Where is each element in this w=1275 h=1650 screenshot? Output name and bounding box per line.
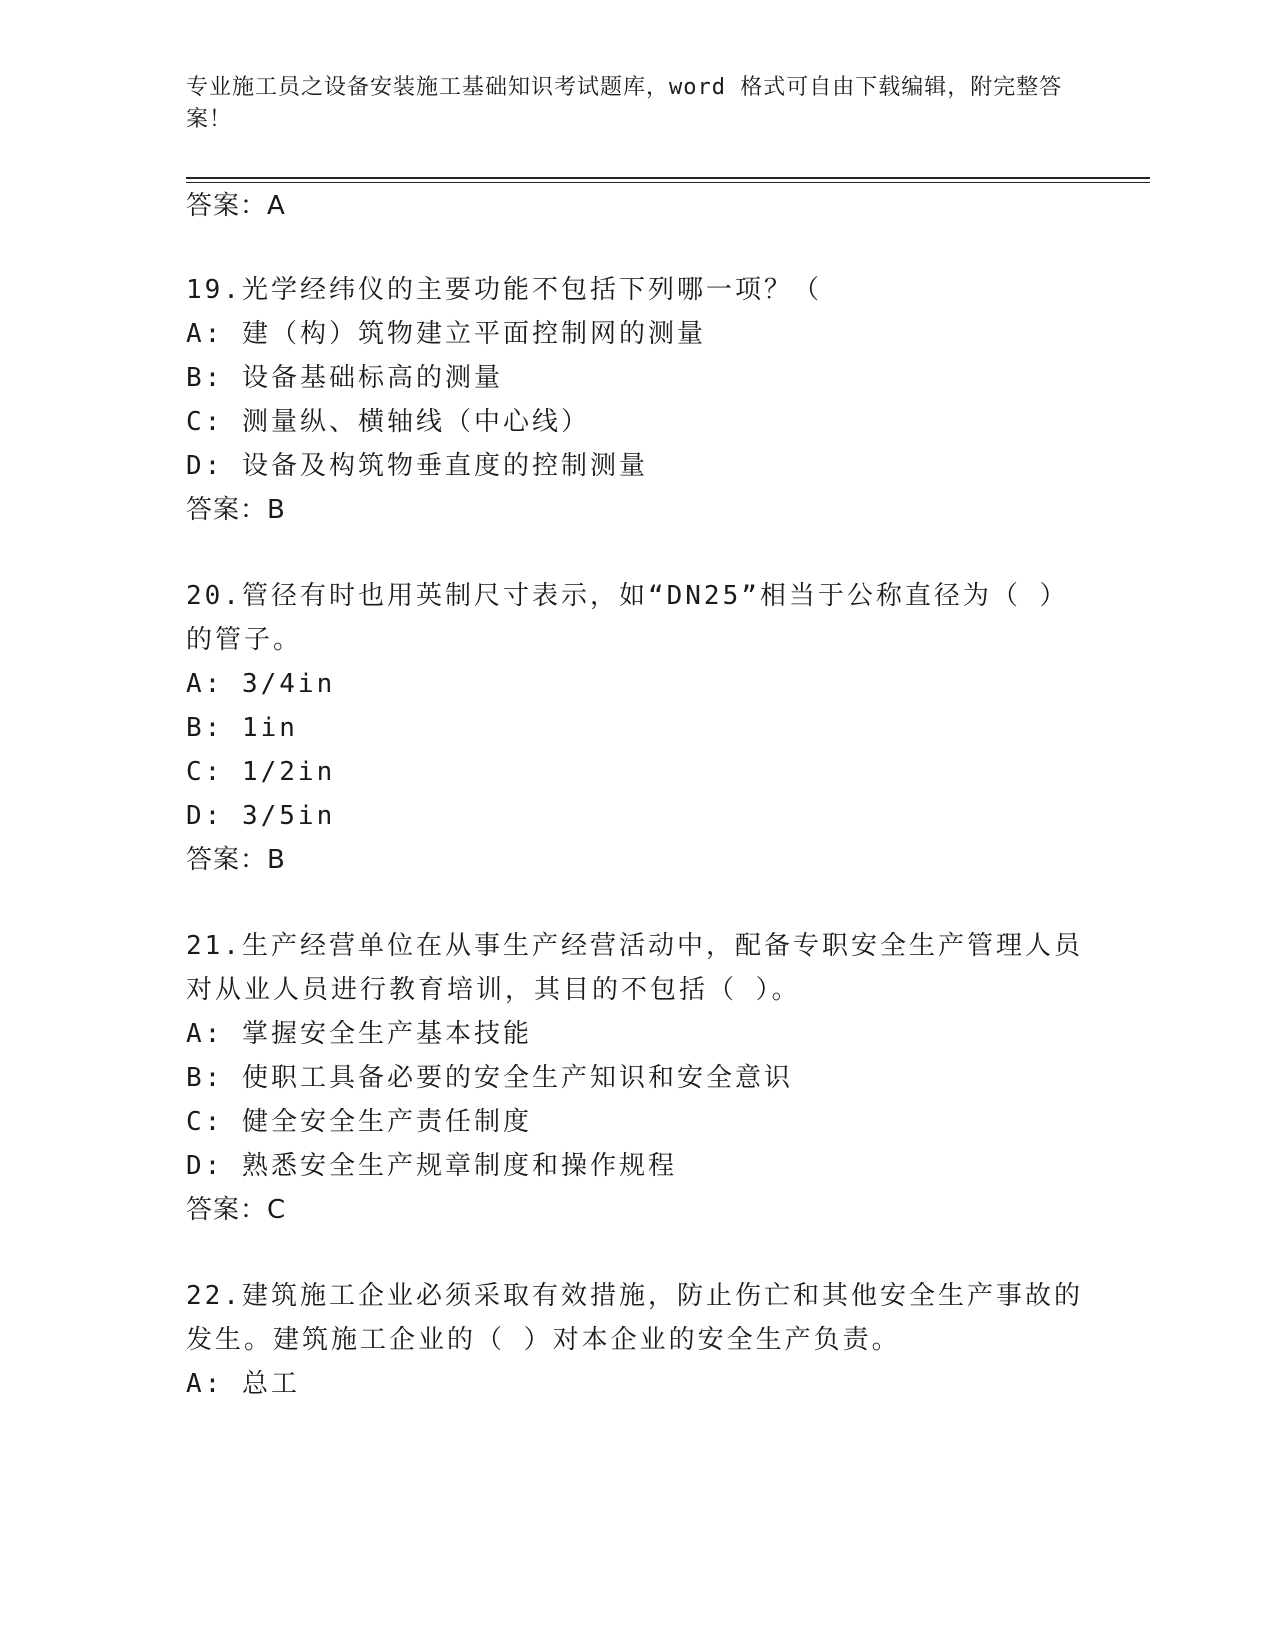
question-stem-line: 的管子。	[186, 625, 303, 655]
header-rule-thin	[186, 182, 1150, 183]
answer-line: 答案：B	[186, 495, 286, 525]
option-line: B: 1in	[186, 713, 298, 743]
answer-line: 答案：B	[186, 845, 286, 875]
option-line: C: 健全安全生产责任制度	[186, 1107, 532, 1137]
answer-line: 答案：A	[186, 191, 286, 221]
question-stem-line: 19.光学经纬仪的主要功能不包括下列哪一项？（	[186, 275, 822, 305]
option-line: A: 掌握安全生产基本技能	[186, 1019, 532, 1049]
option-line: C: 测量纵、横轴线（中心线）	[186, 407, 590, 437]
option-line: C: 1/2in	[186, 757, 336, 787]
question-stem-line: 发生。建筑施工企业的（ ）对本企业的安全生产负责。	[186, 1325, 901, 1355]
question-stem-line: 21.生产经营单位在从事生产经营活动中，配备专职安全生产管理人员	[186, 931, 1083, 961]
option-line: A: 总工	[186, 1369, 300, 1399]
question-stem-line: 对从业人员进行教育培训，其目的不包括（ ）。	[186, 975, 801, 1005]
option-line: D: 3/5in	[186, 801, 336, 831]
page-header: 专业施工员之设备安装施工基础知识考试题库，word 格式可自由下载编辑，附完整答案！	[186, 75, 1063, 132]
option-line: B: 使职工具备必要的安全生产知识和安全意识	[186, 1063, 793, 1093]
option-line: A: 建（构）筑物建立平面控制网的测量	[186, 319, 706, 349]
option-line: A: 3/4in	[186, 669, 336, 699]
question-stem-line: 20.管径有时也用英制尺寸表示，如“DN25”相当于公称直径为（ ）	[186, 581, 1069, 611]
option-line: D: 熟悉安全生产规章制度和操作规程	[186, 1151, 677, 1181]
header-rule-thick	[186, 177, 1150, 179]
answer-line: 答案：C	[186, 1195, 287, 1225]
option-line: B: 设备基础标高的测量	[186, 363, 503, 393]
question-stem-line: 22.建筑施工企业必须采取有效措施，防止伤亡和其他安全生产事故的	[186, 1281, 1083, 1311]
option-line: D: 设备及构筑物垂直度的控制测量	[186, 451, 648, 481]
